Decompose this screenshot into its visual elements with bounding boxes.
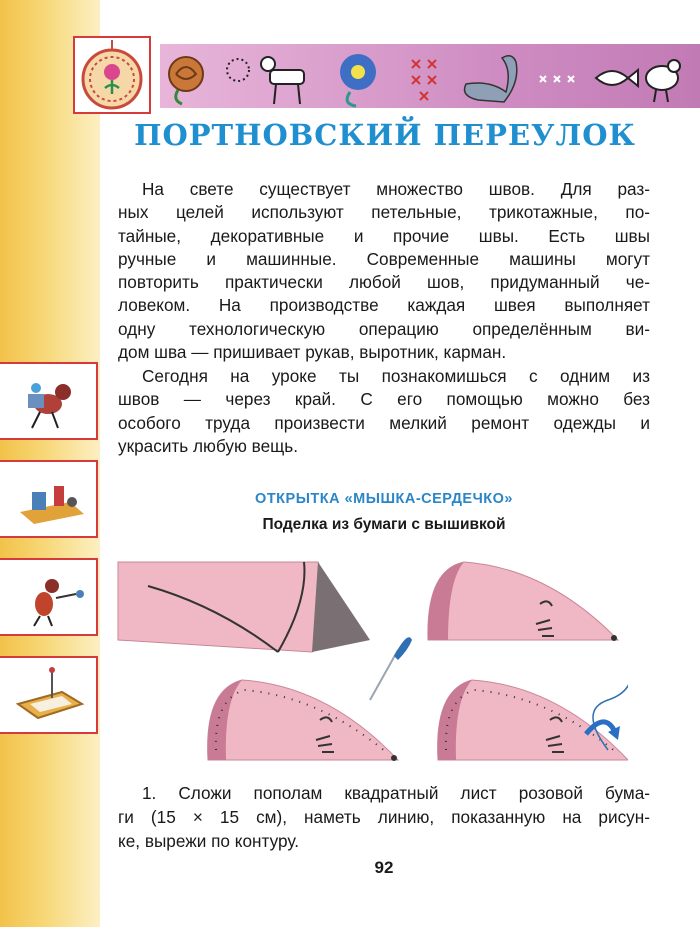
ant-pointer-icon — [0, 560, 96, 634]
text-line: ке, вырежи по контуру. — [118, 831, 299, 851]
cross-stitch-icon — [412, 60, 436, 100]
text-line: дом шва — пришивает рукав, выротник, карман. — [118, 342, 507, 363]
folded-paper — [118, 562, 370, 652]
page-number: 92 — [374, 858, 394, 877]
rose-icon — [169, 57, 203, 104]
medallion-logo-icon — [75, 38, 149, 112]
header-pictograms — [160, 40, 700, 112]
side-icon-embroidery-frame[interactable] — [0, 656, 98, 734]
text-line: ных целей используют петельные, трикотажные, по- — [118, 202, 650, 223]
sewing-tools-icon — [0, 462, 96, 536]
step-1-instruction — [118, 781, 650, 853]
text-line: особого труда произвести мелкий ремонт одежды и — [118, 412, 650, 433]
text-line: одну технологическую операцию определённым ви- — [118, 318, 650, 339]
text-line: Сегодня на уроке ты познакомишься с одним из — [142, 366, 650, 386]
text-line: ручные и машинные. Современные машины могут — [118, 248, 650, 269]
side-icon-sewing-tools[interactable] — [0, 460, 98, 538]
intro-paragraph — [118, 178, 650, 364]
mouse-cutout — [428, 562, 618, 641]
mouse-with-holes — [208, 680, 398, 761]
bird-icon — [646, 60, 680, 102]
text-line: На свете существует множество швов. Для раз- — [142, 179, 650, 199]
instruction-illustration — [108, 540, 628, 772]
needle-icon — [370, 637, 412, 700]
text-line: 1. Сложи пополам квадратный лист розовой бума- — [142, 783, 650, 803]
section-logo — [73, 36, 151, 114]
fish-icon — [596, 70, 638, 86]
text-line: ловеком. На производстве каждая швея выполняет — [118, 295, 650, 316]
text-line: повторить практически любой шов, придуманный че- — [118, 272, 650, 293]
text-line: украсить любую вещь. — [118, 435, 299, 456]
flower-icon — [340, 54, 376, 106]
stitch-pattern — [540, 76, 574, 82]
lesson-paragraph — [118, 365, 650, 458]
text-line: швов — через край. С его помощью можно без — [118, 389, 650, 410]
mouse-stitching — [438, 660, 628, 760]
side-icon-ant-sewing[interactable] — [0, 362, 98, 440]
text-line: ги (15 × 15 см), наметь линию, показанную на рисун- — [118, 807, 650, 827]
project-title: ОТКРЫТКА «МЫШКА-СЕРДЕЧКО» — [255, 491, 513, 507]
bead-ring-icon — [227, 59, 249, 81]
project-subtitle: Поделка из бумаги с вышивкой — [262, 516, 506, 533]
swan-icon — [465, 56, 517, 102]
ant-sewing-icon — [0, 364, 96, 438]
page-title: ПОРТНОВСКИЙ ПЕРЕУЛОК — [134, 118, 636, 152]
text-line: тайные, декоративные и прочие швы. Есть швы — [118, 225, 650, 246]
side-icon-ant-pointer[interactable] — [0, 558, 98, 636]
embroidery-frame-icon — [0, 658, 96, 732]
horse-icon — [261, 57, 304, 104]
